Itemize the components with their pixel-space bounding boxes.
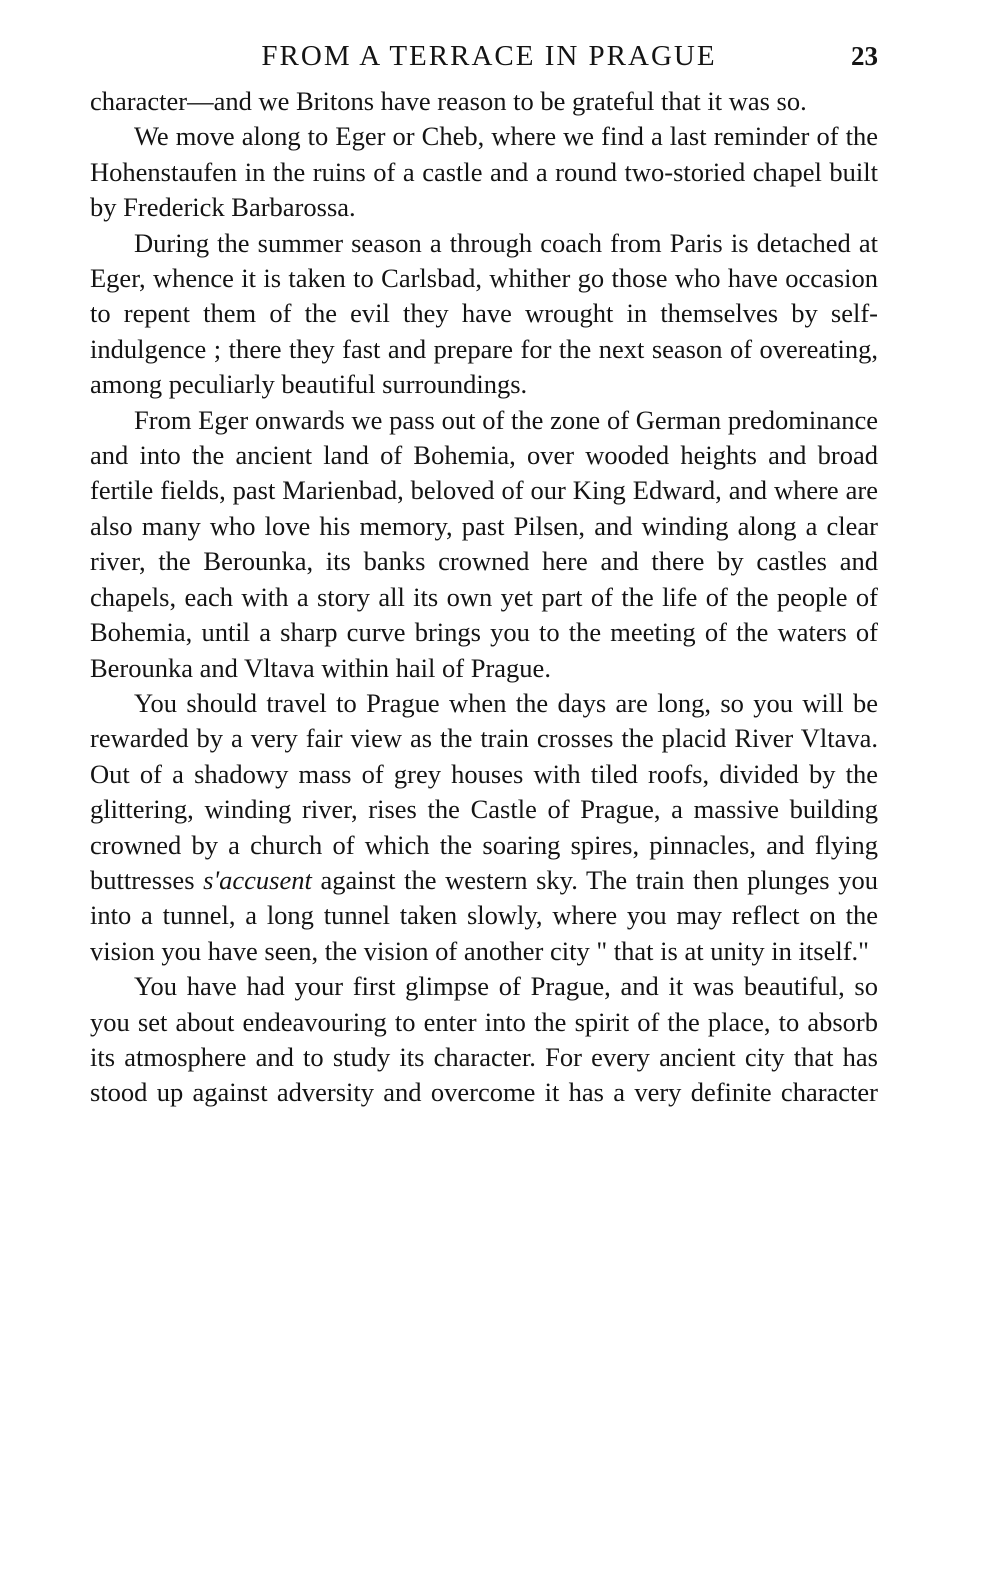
paragraph-carlsbad: During the summer season a through coach from Paris is detached at Eger, whence it is taken to Carlsbad, whither go those who have occasion to repent them of the evil they have wrought in themselves by self-indulgence ; there they fast and prepare for the next season of overeating, among peculiarly beautiful surroundings.	[90, 227, 878, 400]
paragraph-continuation: character—and we Britons have reason to be grateful that it was so.	[90, 86, 807, 116]
page-number: 23	[851, 41, 878, 71]
book-page	[90, 40, 878, 1111]
paragraph-text: against the western sky. The train then plunges you into a tunnel, a long tunnel taken slowly, where you may reflect on the vision you have seen, the vision of another city " that is at unity in itself."	[90, 864, 878, 966]
running-head	[90, 40, 878, 84]
running-title: FROM A TERRACE IN PRAGUE	[261, 40, 717, 72]
paragraph-eger: We move along to Eger or Cheb, where we find a last reminder of the Hohenstaufen in the ruins of a castle and a round two-storied chapel built by Frederick Barbarossa.	[90, 121, 878, 223]
paragraph-bohemia: From Eger onwards we pass out of the zone of German predominance and into the ancient land of Bohemia, over wooded heights and broad fertile fields, past Marienbad, beloved of our King Edward, and where are also many who love his memory, past Pilsen, and winding along a clear river, the Berounka, its banks crowned here and there by castles and chapels, each with a story all its own yet part of the life of the people of Bohemia, until a sharp curve brings you to the meeting of the waters of Berounka and Vltava within hail of Prague.	[90, 404, 878, 683]
paragraph-text: You should travel to Prague when the days are long, so you will be rewarded by a very fair view as the train crosses the placid River Vltava. Out of a shadowy mass of grey houses with tiled roofs, divided by the glittering, winding river, rises the Castle of Prague, a massive building crowned by a church of which the soaring spires, pinnacles, and flying buttresses	[90, 687, 878, 895]
italic-phrase: s'accusent	[203, 864, 312, 895]
paragraph-first-glimpse: You have had your first glimpse of Prague, and it was beautiful, so you set about endeavouring to enter into the spirit of the place, to absorb its atmosphere and to study its character. For every ancient city that has stood up against adversity and overcome it has a very definite character	[90, 971, 878, 1108]
paragraph-vltava-view	[90, 686, 878, 969]
body-text	[90, 84, 878, 1111]
